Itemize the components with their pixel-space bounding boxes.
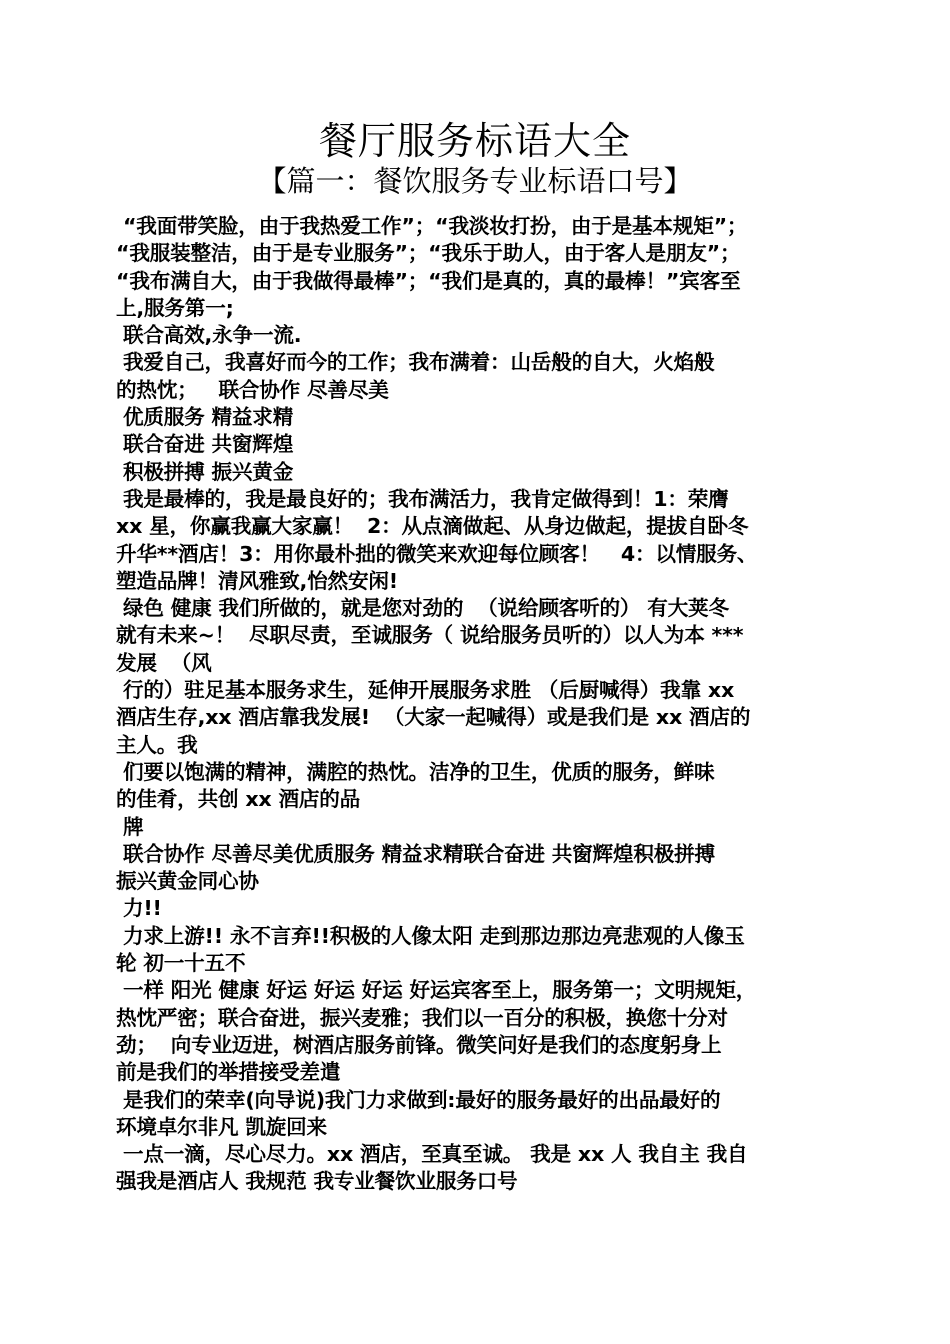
body-text (116, 213, 838, 1196)
text-line: 联合协作 尽善尽美优质服务 精益求精联合奋进 共窗辉煌积极拼搏 (116, 841, 715, 866)
text-line: 轮 初一十五不 (116, 951, 246, 976)
text-line: 升华**酒店！3：用你最朴拙的微笑来欢迎每位顾客！ 4：以情服务、 (116, 541, 758, 566)
page-title: 餐厅服务标语大全 (318, 119, 631, 163)
text-line: 劲； 向专业迈进，树酒店服务前锋。微笑问好是我们的态度躬身上 (116, 1032, 722, 1057)
text-line: 发展 （风 (116, 650, 212, 675)
text-line: 塑造品牌！清风雅致,怡然安闲! (116, 568, 398, 593)
text-line: 积极拼搏 振兴黄金 (116, 459, 294, 484)
text-line: 环境卓尔非凡 凯旋回来 (116, 1114, 327, 1139)
text-line: 上,服务第一; (116, 295, 234, 320)
text-line: 主人。我 (116, 732, 198, 757)
text-line: “我服装整洁，由于是专业服务”；“我乐于助人，由于客人是朋友”； (116, 241, 741, 266)
text-line: 力求上游!! 永不言弃!!积极的人像太阳 走到那边那边亮悲观的人像玉 (116, 923, 745, 948)
text-line: 我爱自己，我喜好而今的工作；我布满着：山岳般的自大，火焰般 (116, 350, 715, 375)
text-line: 是我们的荣幸(向导说)我门力求做到:最好的服务最好的出品最好的 (116, 1087, 721, 1112)
text-line: “我面带笑脸，由于我热爱工作”；“我淡妆打扮，由于是基本规矩”； (116, 214, 748, 238)
section-heading: 【篇一：餐饮服务专业标语口号】 (257, 164, 693, 198)
text-line: 一样 阳光 健康 好运 好运 好运 好运宾客至上，服务第一；文明规矩， (116, 978, 757, 1003)
text-line: 我是最棒的，我是最良好的；我布满活力，我肯定做得到！1：荣膺 (116, 486, 729, 511)
text-line: 的佳肴，共创 xx 酒店的品 (116, 787, 361, 812)
text-line: 热忱严密；联合奋进，振兴麦雅；我们以一百分的积极，换您十分对 (116, 1005, 728, 1030)
text-line: 强我是酒店人 我规范 我专业餐饮业服务口号 (116, 1169, 518, 1194)
text-line: 就有未来~！ 尽职尽责，至诚服务（ 说给服务员听的）以人为本 *** (116, 623, 744, 648)
text-line: 力!! (116, 896, 162, 921)
text-line: xx 星，你赢我赢大家赢！ 2：从点滴做起、从身边做起，提拔自卧冬 (116, 514, 749, 539)
text-line: 前是我们的举措接受差遣 (116, 1060, 341, 1085)
text-line: “我布满自大，由于我做得最棒”；“我们是真的，真的最棒！”宾客至 (116, 268, 741, 293)
text-line: 一点一滴，尽心尽力。xx 酒店，至真至诚。 我是 xx 人 我自主 我自 (116, 1142, 748, 1167)
text-line: 们要以饱满的精神，满腔的热忱。洁净的卫生，优质的服务，鲜味 (116, 759, 715, 784)
text-line: 的热忱； 联合协作 尽善尽美 (116, 377, 389, 402)
text-line: 联合奋进 共窗辉煌 (116, 432, 294, 457)
text-line: 行的）驻足基本服务求生，延伸开展服务求胜 （后厨喊得）我靠 xx (116, 678, 735, 703)
text-line: 联合高效,永争一流. (116, 323, 302, 348)
text-line: 酒店生存,xx 酒店靠我发展! （大家一起喊得）或是我们是 xx 酒店的 (116, 705, 751, 730)
text-line: 优质服务 精益求精 (116, 405, 294, 430)
text-line: 振兴黄金同心协 (116, 869, 259, 894)
text-line: 牌 (116, 814, 144, 839)
text-line: 绿色 健康 我们所做的，就是您对劲的 （说给顾客听的） 有大荚冬 (116, 596, 729, 621)
